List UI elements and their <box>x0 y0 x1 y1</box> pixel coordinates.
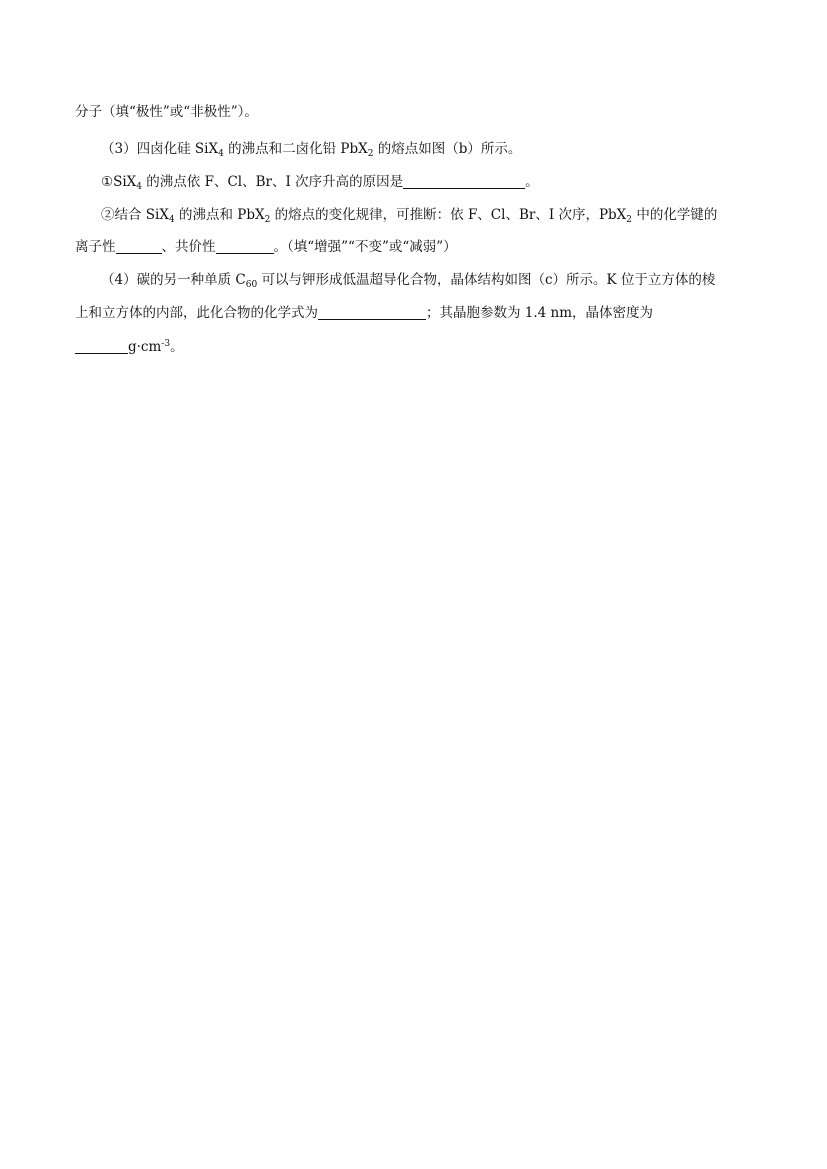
answer-blank-density[interactable] <box>75 339 128 354</box>
line-text: 的熔点的变化规律，可推断：依 F、Cl、Br、I 次序，PbX <box>270 207 627 223</box>
line-text: 。（填“增强”“不变”或“减弱”） <box>273 239 457 255</box>
line-text: 离子性 <box>75 239 116 255</box>
question-4-density <box>75 337 757 357</box>
answer-blank-reason[interactable] <box>403 174 525 189</box>
line-text: （3）四卤化硅 SiX <box>101 141 219 157</box>
line-text: 的沸点依 F、Cl、Br、I 次序升高的原因是 <box>142 174 404 190</box>
line-text: 的沸点和 PbX <box>174 207 265 223</box>
line-text: 上和立方体的内部，此化合物的化学式为 <box>75 305 318 321</box>
line-text: 、共价性 <box>161 239 216 255</box>
subscript: 60 <box>245 280 258 290</box>
line-text: （4）碳的另一种单质 C <box>101 272 246 288</box>
superscript: -3 <box>161 339 171 349</box>
answer-blank-covalent[interactable] <box>216 239 274 254</box>
answer-blank-ionic[interactable] <box>116 239 162 254</box>
line-text: 中的化学键的 <box>632 207 718 223</box>
question-3-part-2-cont <box>75 237 757 257</box>
subscript: 4 <box>136 182 143 192</box>
subscript: 2 <box>367 149 374 159</box>
subscript: 2 <box>626 215 633 225</box>
question-3-intro <box>75 139 757 159</box>
line-text: 可以与钾形成低温超导化合物，晶体结构如图（c）所示。K 位于立方体的棱 <box>257 272 716 288</box>
line-text: 分子（填“极性”或“非极性”）。 <box>75 104 258 120</box>
line-text: ①SiX <box>101 174 137 190</box>
question-4-intro <box>75 270 757 290</box>
subscript: 4 <box>168 215 175 225</box>
question-3-part-2 <box>75 205 757 225</box>
line-text: 。 <box>170 339 184 355</box>
line-text: g·cm <box>128 339 162 355</box>
text-line-1 <box>75 102 757 122</box>
line-text: 的熔点如图（b）所示。 <box>373 141 522 157</box>
question-3-part-1 <box>75 172 757 192</box>
subscript: 2 <box>264 215 271 225</box>
line-text: 的沸点和二卤化铅 PbX <box>223 141 368 157</box>
line-text: ；其晶胞参数为 1.4 nm，晶体密度为 <box>426 305 654 321</box>
subscript: 4 <box>218 149 224 159</box>
question-4-formula <box>75 303 757 323</box>
answer-blank-formula[interactable] <box>318 305 426 320</box>
line-text: 。 <box>525 174 539 190</box>
line-text: ②结合 SiX <box>101 207 169 223</box>
